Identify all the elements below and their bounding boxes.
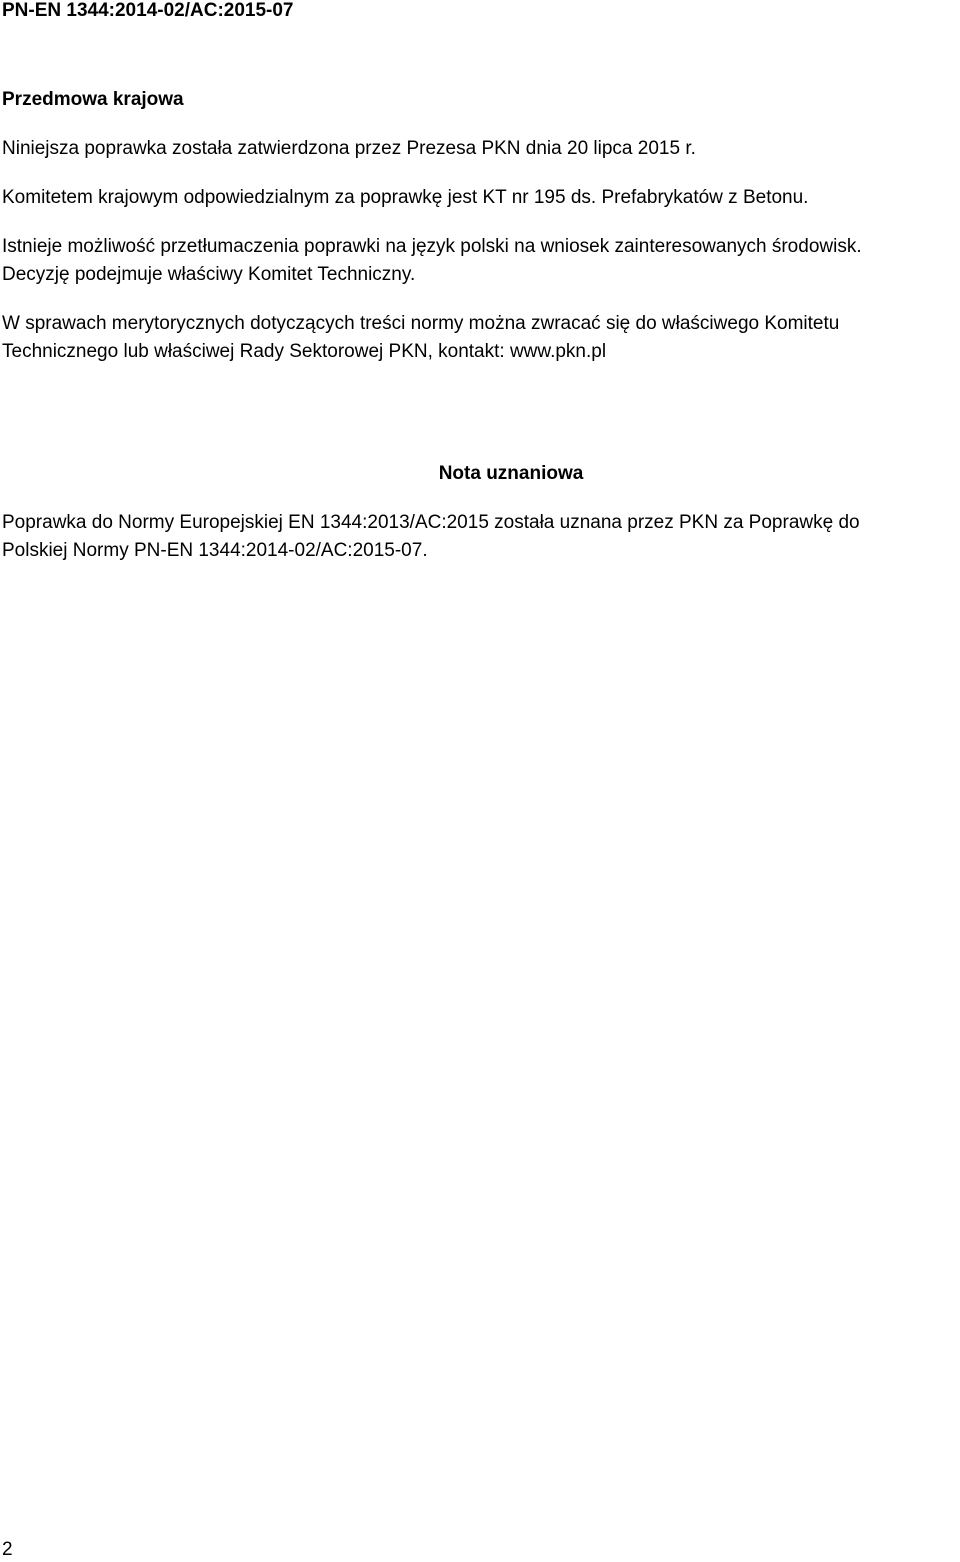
document-id: PN-EN 1344:2014-02/AC:2015-07	[2, 0, 294, 21]
paragraph-committee: Komitetem krajowym odpowiedzialnym za poprawkę jest KT nr 195 ds. Prefabrykatów z Betonu.	[2, 187, 809, 208]
paragraph-translation-line2: Decyzję podejmuje właściwy Komitet Techniczny.	[2, 264, 416, 285]
paragraph-contact-line1: W sprawach merytorycznych dotyczących treści normy można zwracać się do właściwego Komitetu	[2, 313, 840, 334]
paragraph-endorsement-line1: Poprawka do Normy Europejskiej EN 1344:2013/AC:2015 została uznana przez PKN za Poprawkę do	[2, 512, 860, 533]
page-number: 2	[2, 1539, 13, 1560]
paragraph-translation-line1: Istnieje możliwość przetłumaczenia poprawki na język polski na wniosek zainteresowanych środowisk.	[2, 236, 862, 257]
paragraph-contact-line2: Technicznego lub właściwej Rady Sektorowej PKN, kontakt: www.pkn.pl	[2, 341, 607, 362]
section-heading-foreword: Przedmowa krajowa	[2, 89, 184, 110]
section-heading-endorsement: Nota uznaniowa	[438, 463, 584, 484]
paragraph-approval: Niniejsza poprawka została zatwierdzona przez Prezesa PKN dnia 20 lipca 2015 r.	[2, 138, 696, 159]
paragraph-endorsement-line2: Polskiej Normy PN-EN 1344:2014-02/AC:2015-07.	[2, 540, 428, 561]
